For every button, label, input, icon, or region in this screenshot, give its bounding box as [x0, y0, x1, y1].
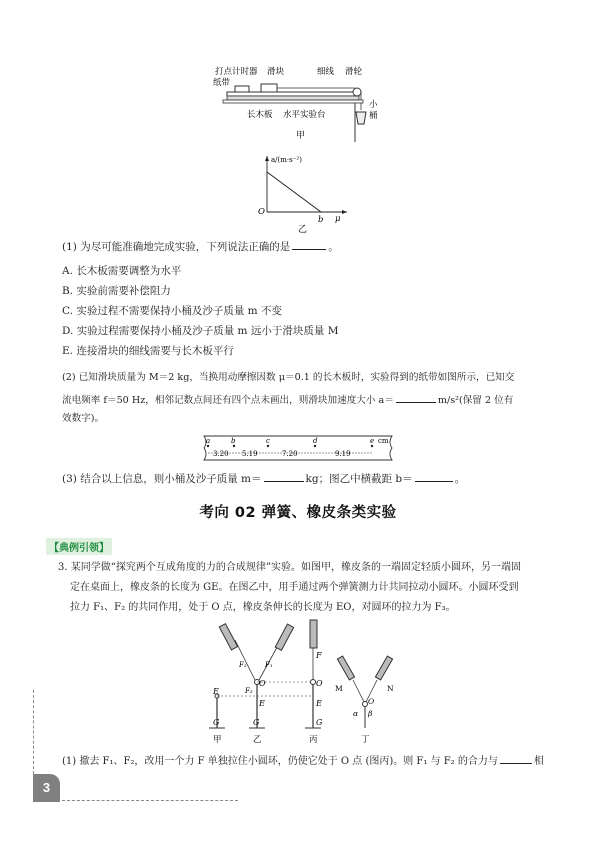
q1-stem-end: 。 — [328, 241, 339, 253]
graph-ylabel: a/(m·s⁻²) — [271, 156, 302, 164]
graph-b: b — [318, 215, 324, 225]
q1-stem — [62, 238, 339, 255]
yi-F1: F₁ — [265, 661, 273, 669]
q4-answer-blank[interactable] — [500, 752, 532, 764]
bing-O: O — [316, 679, 323, 688]
tape-point-d: d — [313, 437, 318, 445]
q4-line — [62, 752, 544, 769]
q2-line2-end: m/s²(保留 2 位有 — [437, 395, 514, 406]
label-bucket-2: 桶 — [369, 111, 378, 121]
q3-text-2: kg；图乙中横截距 b＝ — [305, 473, 413, 485]
bing-G: G — [316, 718, 323, 727]
q3-text-3: 。 — [454, 473, 466, 485]
ding-O: O — [368, 697, 375, 706]
jia-G: G — [213, 718, 220, 727]
q3-line — [62, 470, 465, 487]
q1-option-a: A. 长木板需要调整为水平 — [62, 265, 182, 277]
label-tape: 纸带 — [213, 78, 231, 88]
tape-seg-4: 9.19 — [335, 450, 351, 458]
tape-unit: cm — [378, 437, 389, 445]
q3-blank-b[interactable] — [415, 470, 453, 482]
q3-text-1: (3) 结合以上信息，则小桶及沙子质量 m＝ — [62, 473, 262, 485]
q1-answer-blank[interactable] — [292, 238, 326, 250]
caption-fig3-bing: 丙 — [309, 735, 318, 745]
caption-fig3-jia: 甲 — [213, 735, 222, 745]
force-experiment-figure — [195, 618, 405, 750]
ding-N: N — [387, 684, 394, 693]
q2-line3: 效数字)。 — [62, 413, 105, 424]
yi-F3: F₃ — [245, 687, 253, 695]
jia-E: E — [213, 687, 219, 696]
label-table: 水平实验台 — [283, 110, 326, 120]
yi-G: G — [253, 718, 260, 727]
label-bucket-1: 小 — [369, 100, 378, 110]
ding-M: M — [335, 684, 343, 693]
tape-figure — [198, 432, 398, 464]
yi-F2: F₂ — [239, 661, 247, 669]
q2-answer-blank[interactable] — [396, 391, 436, 403]
q2-line2 — [62, 391, 513, 408]
q1-stem-text: (1) 为尽可能准确地完成实验，下列说法正确的是 — [62, 241, 291, 253]
tape-point-a: a — [206, 437, 211, 445]
graph-origin: O — [258, 207, 265, 217]
graph-xlabel: μ — [335, 214, 341, 224]
q3-blank-m[interactable] — [264, 470, 304, 482]
q1-option-e: E. 连接滑块的细线需要与长木板平行 — [62, 345, 234, 357]
caption-fig3-ding: 丁 — [361, 735, 370, 745]
caption-jia: 甲 — [296, 131, 306, 141]
q1-option-c: C. 实验过程不需要保持小桶及沙子质量 m 不变 — [62, 305, 282, 317]
ding-beta: β — [368, 709, 373, 718]
tape-seg-3: 7.20 — [282, 450, 298, 458]
caption-yi: 乙 — [298, 225, 308, 235]
label-pulley: 滑轮 — [345, 67, 363, 77]
tape-point-e: e — [370, 437, 375, 445]
a-mu-graph — [255, 150, 355, 235]
section-title: 考向 02 弹簧、橡皮条类实验 — [199, 505, 397, 521]
tape-seg-2: 5.19 — [242, 450, 258, 458]
bing-E: E — [316, 699, 322, 708]
p3-line1: 3. 某同学做“探究两个互成角度的力的合成规律”实验。如图甲，橡皮条的一端固定轻质小圆环，另一端固 — [58, 562, 521, 573]
tape-point-b: b — [231, 437, 236, 445]
footer-dashed-vertical — [33, 690, 34, 774]
apparatus-figure — [205, 62, 395, 152]
yi-O: O — [259, 679, 266, 688]
ding-alpha: α — [353, 709, 359, 718]
example-tag: 【典例引领】 — [46, 538, 112, 555]
label-timer: 打点计时器 — [215, 67, 258, 77]
p3-line2: 定在桌面上，橡皮条的长度为 GE。在图乙中，用手通过两个弹簧测力计共同拉动小圆环。小圆环受到 — [70, 582, 519, 593]
bing-F: F — [316, 651, 322, 660]
yi-E: E — [259, 699, 265, 708]
tape-seg-1: 3.20 — [213, 450, 229, 458]
q4-text: (1) 撤去 F₁、F₂，改用一个力 F 单独拉住小圆环，仍使它处于 O 点 (图丙)。则 F₁ 与 F₂ 的合力与 — [62, 756, 498, 767]
q2-line2-text: 流电频率 f＝50 Hz，相邻记数点间还有四个点未画出，则滑块加速度大小 a＝ — [62, 395, 394, 406]
footer-dashed-horizontal — [62, 800, 238, 801]
q2-line1: (2) 已知滑块质量为 M＝2 kg，当换用动摩擦因数 μ＝0.1 的长木板时，实验得到的纸带如图所示，已知交 — [62, 372, 515, 383]
p3-line3: 拉力 F₁、F₂ 的共同作用，处于 O 点，橡皮条伸长的长度为 EO，对圆环的拉力为 F₃。 — [70, 602, 456, 613]
caption-fig3-yi: 乙 — [253, 735, 262, 745]
label-board: 长木板 — [247, 110, 273, 120]
label-string: 细线 — [317, 67, 335, 77]
q4-text-end: 相 — [533, 756, 544, 767]
page-number: 3 — [33, 774, 60, 802]
label-slider: 滑块 — [267, 67, 285, 77]
q1-option-d: D. 实验过程需要保持小桶及沙子质量 m 远小于滑块质量 M — [62, 325, 339, 337]
tape-point-c: c — [266, 437, 270, 445]
q1-option-b: B. 实验前需要补偿阻力 — [62, 285, 171, 297]
